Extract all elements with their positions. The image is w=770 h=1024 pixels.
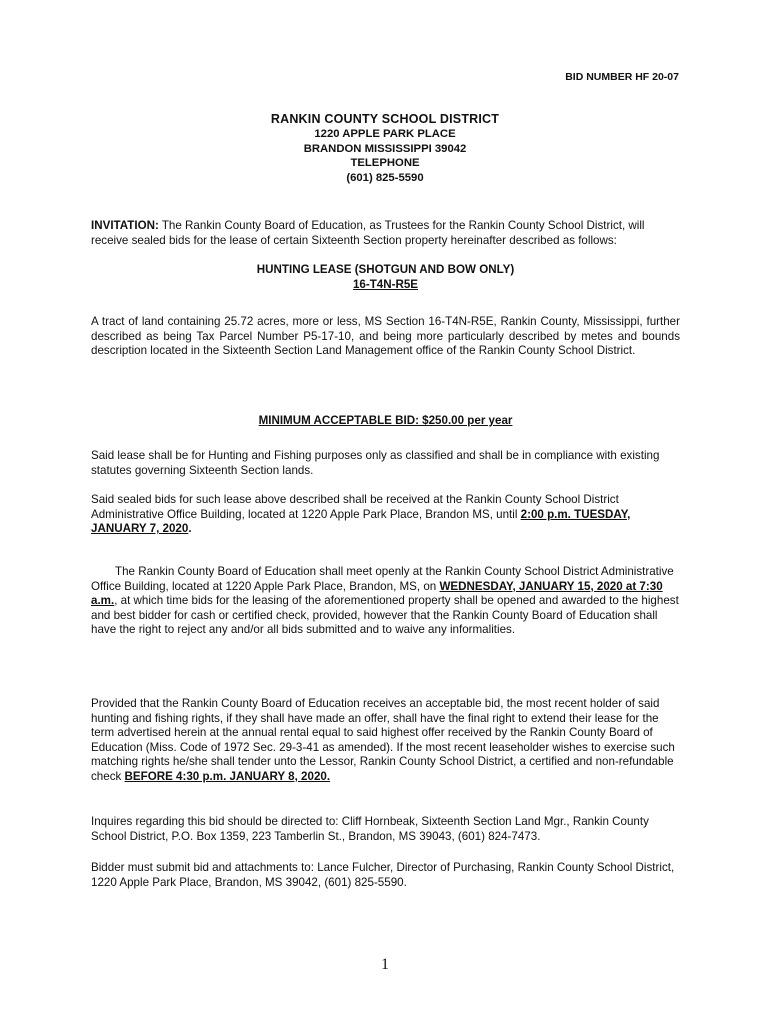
sealed-bids-end: .: [188, 522, 192, 536]
invitation-text: The Rankin County Board of Education, as Trustees for the Rankin County School District, will receive sealed bids for the lease of certain Sixteenth Section property hereinafter described as follows:: [91, 219, 645, 247]
lease-title: HUNTING LEASE (SHOTGUN AND BOW ONLY): [256, 263, 515, 276]
address-line-2: BRANDON MISSISSIPPI 39042: [303, 142, 467, 155]
meeting-text-2: , at which time bids for the leasing of the aforementioned property shall be opened and awarded to the highest and best bidder for cash or certified check, provided, however that the Rankin County Board of Education shall have the right to reject any and/or all bids submitted and to waive any informalities.: [91, 594, 679, 637]
bid-deadline: 2:00 p.m. TUESDAY, JANUARY 7, 2020: [91, 507, 631, 536]
page-number: 1: [381, 956, 389, 973]
letterhead: [0, 112, 770, 186]
holder-rights-text: Provided that the Rankin County Board of Education receives an acceptable bid, the most recent holder of said hunting and fishing rights, if they shall have made an offer, shall have the final right to extend their lease for the term advertised herein at the annual rental equal to said highest offer received by the Rankin County Board of Education (Miss. Code of 1972 Sec. 29-3-41 as amended). If the most recent leaseholder wishes to exercise such matching rights he/she shall tender unto the Lessor, Rankin County School District, a certified and non-refundable check: [91, 697, 675, 783]
tract-description: A tract of land containing 25.72 acres, more or less, MS Section 16-T4N-R5E, Rankin County, Mississippi, further described as being Tax Parcel Number P5-17-10, and being more particularly described by metes and bounds description located in the Sixteenth Section Land Management office of the Rankin County School District.: [91, 315, 680, 358]
address-line-1: 1220 APPLE PARK PLACE: [314, 127, 456, 140]
invitation-paragraph: [91, 219, 680, 248]
telephone-number: (601) 825-5590: [346, 172, 424, 185]
organization-name: RANKIN COUNTY SCHOOL DISTRICT: [270, 112, 500, 126]
submission-paragraph: Bidder must submit bid and attachments to: Lance Fulcher, Director of Purchasing, Rankin County School District, 1220 Apple Park Place, Brandon, MS 39042, (601) 825-5590.: [91, 861, 675, 889]
meeting-paragraph: [91, 565, 680, 638]
inquiries-paragraph: Inquires regarding this bid should be directed to: Cliff Hornbeak, Sixteenth Section Land Mgr., Rankin County School District, P.O. Box 1359, 223 Tamberlin St., Brandon, MS 39043, (601) 824-7473.: [91, 815, 649, 843]
sealed-bids-text: Said sealed bids for such lease above described shall be received at the Rankin County School District Administrative Office Building, located at 1220 Apple Park Place, Brandon MS, until: [91, 493, 619, 521]
purpose-paragraph: Said lease shall be for Hunting and Fishing purposes only as classified and shall be in compliance with existing statutes governing Sixteenth Section lands.: [91, 449, 660, 477]
sealed-bids-paragraph: [91, 493, 680, 537]
holder-rights-deadline: BEFORE 4:30 p.m. JANUARY 8, 2020.: [124, 769, 331, 783]
bid-number: BID NUMBER HF 20-07: [565, 71, 679, 83]
telephone-label: TELEPHONE: [350, 157, 420, 170]
meeting-text-1: The Rankin County Board of Education shall meet openly at the Rankin County School District Administrative Office Building, located at 1220 Apple Park Place, Brandon, MS, on: [91, 565, 674, 593]
invitation-label: INVITATION:: [91, 219, 159, 232]
meeting-date: WEDNESDAY, JANUARY 15, 2020 at 7:30 a.m.: [91, 579, 663, 608]
holder-rights-paragraph: [91, 697, 680, 785]
minimum-bid: MINIMUM ACCEPTABLE BID: $250.00 per year: [258, 414, 513, 427]
lease-section: 16-T4N-R5E: [352, 278, 419, 291]
